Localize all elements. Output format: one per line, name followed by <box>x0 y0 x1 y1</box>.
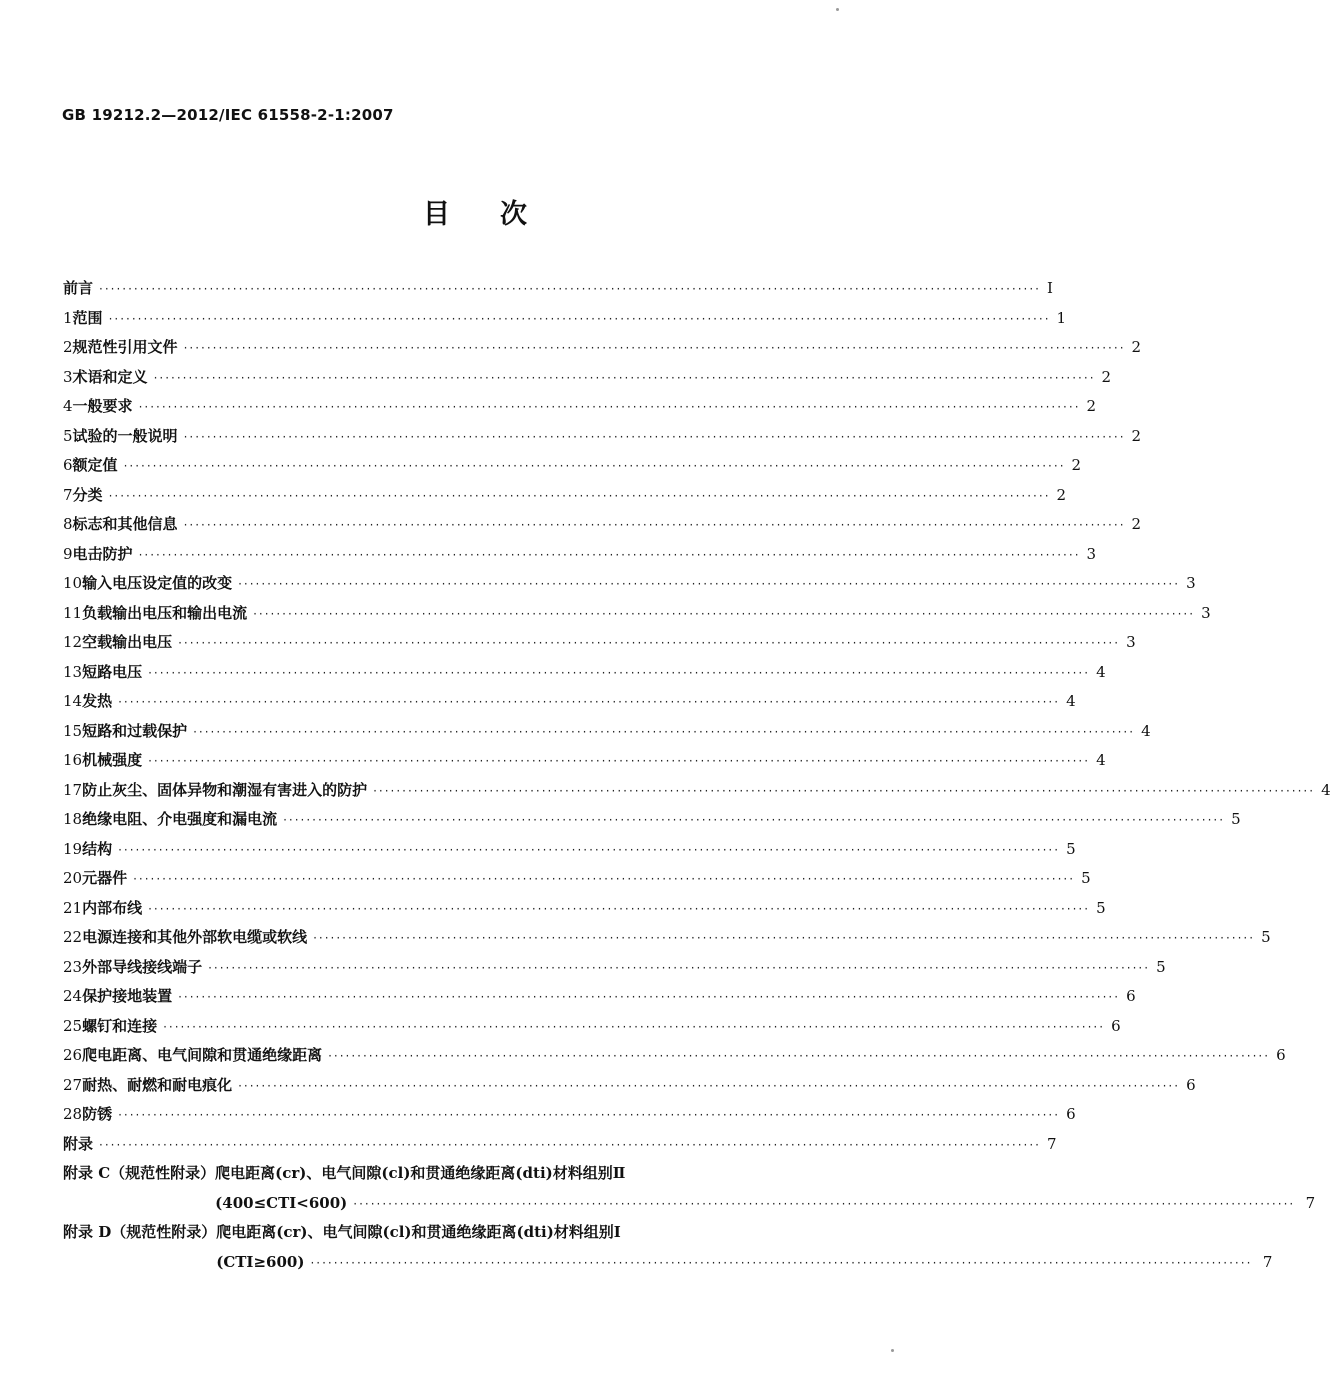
leader-dots <box>310 1249 1252 1279</box>
toc-entry-number: 19 <box>63 839 83 858</box>
leader-dots <box>118 688 1060 718</box>
toc-entry[interactable] <box>63 510 1142 540</box>
leader-dots <box>178 629 1120 659</box>
toc-entry-page: 4 <box>1141 721 1151 740</box>
toc-entry-number: 9 <box>63 544 73 563</box>
toc-entry-page: 5 <box>1096 898 1106 917</box>
toc-entry-number: 20 <box>63 869 83 887</box>
toc-entry[interactable] <box>63 422 1142 452</box>
leader-dots <box>184 334 1126 364</box>
toc-entry-number: 4 <box>63 397 73 415</box>
toc-entry[interactable] <box>63 628 1136 658</box>
table-of-contents <box>63 274 1331 1277</box>
toc-entry-label: 防锈 <box>82 1105 113 1123</box>
toc-entry[interactable] <box>63 776 1331 806</box>
toc-entry-number: 24 <box>63 987 83 1005</box>
toc-entry-label: 试验的一般说明 <box>72 426 178 445</box>
toc-entry-label: 前言 <box>63 279 94 297</box>
toc-entry-label: 螺钉和连接 <box>82 1016 158 1035</box>
page-title: 目次 <box>423 199 577 230</box>
toc-entry[interactable] <box>63 746 1106 776</box>
toc-entry-page: 6 <box>1066 1105 1076 1123</box>
toc-entry-page: 4 <box>1321 780 1331 799</box>
toc-entry-label: 机械强度 <box>82 751 143 769</box>
toc-entry[interactable] <box>63 599 1211 629</box>
toc-entry-number: 16 <box>63 751 83 769</box>
annex-title-line: 爬电距离(cr)、电气间隙(cl)和贯通绝缘距离(dti)材料组别Ⅱ <box>215 1164 626 1182</box>
annex-entry[interactable] <box>63 1218 1273 1277</box>
toc-entry-number: 28 <box>63 1105 83 1123</box>
leader-dots <box>109 305 1051 335</box>
annex-page: 7 <box>1262 1252 1273 1271</box>
toc-entry-number: 3 <box>63 367 73 386</box>
toc-entry-number: 7 <box>63 485 73 504</box>
toc-entry[interactable] <box>63 304 1067 334</box>
toc-entry-number: 8 <box>63 515 73 533</box>
toc-entry-page: 3 <box>1186 574 1196 592</box>
toc-entry-page: 3 <box>1086 544 1097 563</box>
leader-dots <box>118 1101 1060 1131</box>
toc-entry-page: 6 <box>1276 1046 1286 1064</box>
toc-entry[interactable] <box>63 835 1076 865</box>
toc-entry[interactable] <box>63 953 1166 983</box>
toc-entry[interactable] <box>63 923 1271 953</box>
leader-dots <box>193 718 1135 748</box>
leader-dots <box>139 541 1081 571</box>
toc-entry-number: 6 <box>63 456 73 474</box>
toc-entry-page: 1 <box>1056 308 1067 327</box>
leader-dots <box>178 983 1120 1013</box>
toc-entry-label: 绝缘电阻、介电强度和漏电流 <box>82 810 278 828</box>
toc-entry[interactable] <box>63 1071 1196 1101</box>
toc-entry-page: 5 <box>1231 810 1241 828</box>
toc-entry-page: 6 <box>1186 1075 1196 1094</box>
toc-entry-label: 短路电压 <box>82 662 143 681</box>
toc-entry[interactable] <box>63 658 1106 688</box>
annex-name: 附录 C（规范性附录） <box>63 1164 216 1182</box>
toc-entry-number: 13 <box>63 662 83 681</box>
toc-entry-page: 2 <box>1131 426 1142 445</box>
leader-dots <box>99 1131 1041 1161</box>
annex-page: 7 <box>1305 1193 1316 1212</box>
standard-code: GB 19212.2—2012/IEC 61558-2-1:2007 <box>62 106 394 124</box>
toc-entry-number: 14 <box>63 692 83 710</box>
toc-entry-label: 额定值 <box>72 456 118 474</box>
toc-entry[interactable] <box>63 687 1076 717</box>
leader-dots <box>253 600 1195 630</box>
toc-entry-label: 结构 <box>82 839 113 858</box>
leader-dots <box>148 659 1090 689</box>
toc-entry-page: 3 <box>1201 603 1211 622</box>
leader-dots <box>163 1013 1105 1043</box>
toc-entry-label: 发热 <box>82 692 113 710</box>
toc-entry[interactable] <box>63 805 1241 835</box>
toc-entry-label: 耐热、耐燃和耐电痕化 <box>82 1075 233 1094</box>
leader-dots <box>238 1072 1180 1102</box>
annex-title-lines <box>215 1159 1315 1218</box>
annex-title-line: (400≤CTI<600) <box>215 1193 348 1212</box>
toc-entry-number: 23 <box>63 957 83 976</box>
toc-entry-page: 2 <box>1101 367 1112 386</box>
toc-entry-page: 4 <box>1066 692 1076 710</box>
toc-entry-label: 外部导线接线端子 <box>82 957 203 976</box>
leader-dots <box>109 482 1051 512</box>
toc-entry-label: 规范性引用文件 <box>72 338 178 356</box>
toc-entry-number: 2 <box>63 338 73 356</box>
leader-dots <box>208 954 1150 984</box>
toc-entry-number: 25 <box>63 1016 83 1035</box>
toc-entry-page: 2 <box>1131 515 1142 533</box>
toc-entry[interactable] <box>63 1012 1121 1042</box>
leader-dots <box>328 1042 1270 1072</box>
leader-dots <box>99 275 1041 305</box>
toc-entry-number: 5 <box>63 426 73 445</box>
annex-name: 附录 D（规范性附录） <box>63 1223 217 1241</box>
leader-dots <box>154 364 1096 394</box>
toc-entry-page: 2 <box>1086 397 1097 415</box>
annex-entries <box>63 1159 1316 1277</box>
annex-entry[interactable] <box>63 1159 1316 1218</box>
leader-dots <box>373 777 1315 807</box>
toc-entry-page: 5 <box>1156 957 1166 976</box>
toc-entry-number: 21 <box>63 898 83 917</box>
leader-dots <box>148 895 1090 925</box>
annex-title-line: 爬电距离(cr)、电气间隙(cl)和贯通绝缘距离(dti)材料组别Ⅰ <box>216 1223 621 1241</box>
toc-entry-page: 2 <box>1056 485 1067 504</box>
toc-entry-label: 防止灰尘、固体异物和潮湿有害进入的防护 <box>82 780 368 799</box>
toc-entry-page: 4 <box>1096 751 1106 769</box>
toc-entry-page: 4 <box>1096 662 1106 681</box>
toc-entry[interactable] <box>63 481 1067 511</box>
toc-entry-number: 26 <box>63 1046 83 1064</box>
toc-entry-number: 12 <box>63 633 83 651</box>
leader-dots <box>353 1190 1295 1220</box>
toc-entry-page: 6 <box>1111 1016 1121 1035</box>
toc-entry-label: 一般要求 <box>72 397 133 415</box>
leader-dots <box>118 836 1060 866</box>
toc-entry-label: 电源连接和其他外部软电缆或软线 <box>82 928 308 946</box>
toc-entry[interactable] <box>63 1041 1286 1071</box>
leader-dots <box>139 393 1081 423</box>
toc-entry-page: 5 <box>1081 869 1091 887</box>
toc-entry-label: 标志和其他信息 <box>72 515 178 533</box>
toc-entry-number: 1 <box>63 308 73 327</box>
toc-entry-label: 电击防护 <box>72 544 133 563</box>
leader-dots <box>184 423 1126 453</box>
toc-entry-label: 附录 <box>63 1134 94 1153</box>
toc-entry[interactable] <box>63 451 1082 481</box>
toc-entry-page: I <box>1046 279 1053 297</box>
leader-dots <box>133 865 1075 895</box>
toc-entry-number: 15 <box>63 721 83 740</box>
toc-entry[interactable] <box>63 864 1091 894</box>
toc-entry-page: 5 <box>1066 839 1076 858</box>
toc-entry-page: 2 <box>1131 338 1142 356</box>
toc-entry[interactable] <box>63 363 1112 393</box>
annex-title-lines <box>216 1218 1272 1277</box>
toc-entry[interactable] <box>63 333 1142 363</box>
scan-speck <box>836 8 839 11</box>
leader-dots <box>184 511 1126 541</box>
leader-dots <box>283 806 1225 836</box>
toc-entry-label: 空载输出电压 <box>82 633 173 651</box>
toc-entry-page: 7 <box>1046 1134 1057 1153</box>
toc-entry-number: 11 <box>63 603 83 622</box>
toc-entry[interactable] <box>63 569 1196 599</box>
toc-entry-label: 范围 <box>72 308 103 327</box>
toc-entry-label: 保护接地装置 <box>82 987 173 1005</box>
toc-entry-number: 17 <box>63 780 83 799</box>
toc-entry-number: 22 <box>63 928 83 946</box>
toc-entry[interactable] <box>63 717 1151 747</box>
toc-entries <box>63 274 1331 1159</box>
toc-entry[interactable] <box>63 982 1136 1012</box>
toc-entry-page: 6 <box>1126 987 1136 1005</box>
toc-entry[interactable] <box>63 540 1097 570</box>
toc-entry-label: 分类 <box>72 485 103 504</box>
toc-entry-number: 27 <box>63 1075 83 1094</box>
toc-entry-page: 2 <box>1071 456 1082 474</box>
toc-entry-label: 元器件 <box>82 869 128 887</box>
toc-entry-label: 输入电压设定值的改变 <box>82 574 233 592</box>
leader-dots <box>124 452 1066 482</box>
leader-dots <box>238 570 1180 600</box>
toc-entry-label: 内部布线 <box>82 898 143 917</box>
scan-speck <box>891 1349 894 1352</box>
toc-entry-page: 5 <box>1261 928 1271 946</box>
toc-entry-page: 3 <box>1126 633 1136 651</box>
toc-entry[interactable] <box>63 1130 1057 1160</box>
toc-entry[interactable] <box>63 894 1106 924</box>
toc-entry[interactable] <box>63 1100 1076 1130</box>
toc-entry[interactable] <box>63 392 1097 422</box>
toc-entry[interactable] <box>63 274 1053 304</box>
leader-dots <box>148 747 1090 777</box>
toc-entry-number: 10 <box>63 574 83 592</box>
toc-entry-label: 短路和过载保护 <box>82 721 188 740</box>
toc-entry-label: 术语和定义 <box>72 367 148 386</box>
leader-dots <box>313 924 1255 954</box>
toc-entry-label: 负载输出电压和输出电流 <box>82 603 248 622</box>
annex-title-line: (CTI≥600) <box>216 1252 305 1271</box>
toc-entry-number: 18 <box>63 810 83 828</box>
toc-entry-label: 爬电距离、电气间隙和贯通绝缘距离 <box>82 1046 323 1064</box>
